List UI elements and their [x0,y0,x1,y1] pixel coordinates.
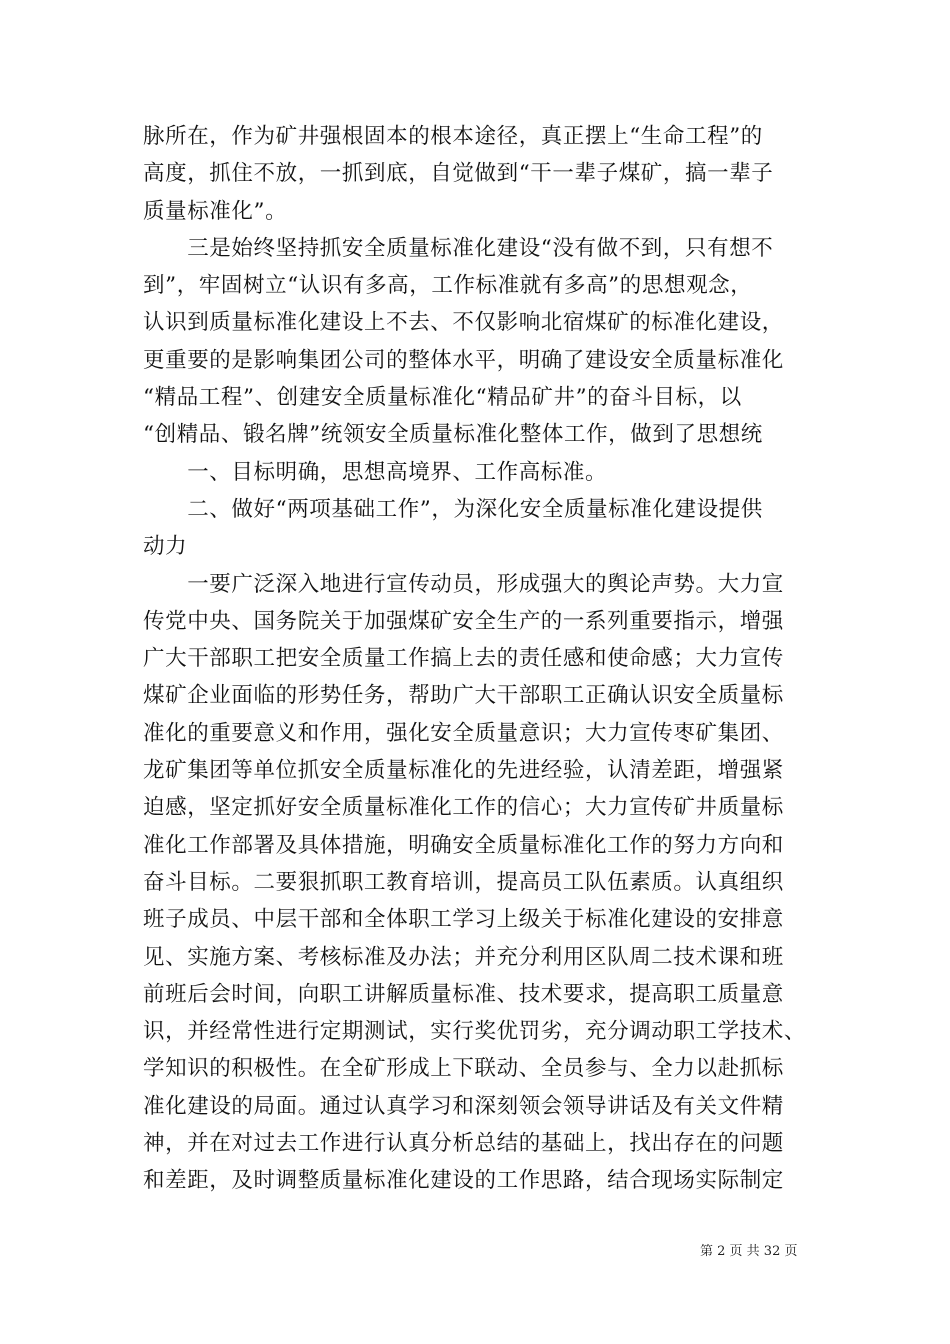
text-line: “精品工程”、创建安全质量标准化“精品矿井”的奋斗目标，以 [143,385,742,411]
text-line: 一、目标明确，思想高境界、工作高标准。 [143,459,608,485]
text-line: 三是始终坚持抓安全质量标准化建设“没有做不到，只有想不 [143,235,774,261]
text-line: 识，并经常性进行定期测试，实行奖优罚劣，充分调动职工学技术、 [143,1019,807,1045]
text-line: 二、做好“两项基础工作”，为深化安全质量标准化建设提供 [143,496,763,522]
text-line: 学知识的积极性。在全矿形成上下联动、全员参与、全力以赴抓标 [143,1056,784,1082]
text-line: 质量标准化”。 [143,198,288,224]
text-line: 广大干部职工把安全质量工作搞上去的责任感和使命感；大力宣传 [143,646,784,672]
text-line: 煤矿企业面临的形势任务，帮助广大干部职工正确认识安全质量标 [143,683,784,709]
text-line: 前班后会时间，向职工讲解质量标准、技术要求，提高职工质量意 [143,981,784,1007]
body-text [143,118,815,1200]
text-line: 传党中央、国务院关于加强煤矿安全生产的一系列重要指示，增强 [143,608,784,634]
text-line: 准化工作部署及具体措施，明确安全质量标准化工作的努力方向和 [143,832,784,858]
text-line: 龙矿集团等单位抓安全质量标准化的先进经验，认清差距，增强紧 [143,758,784,784]
text-line: 准化建设的局面。通过认真学习和深刻领会领导讲话及有关文件精 [143,1093,784,1119]
text-line: “创精品、锻名牌”统领安全质量标准化整体工作，做到了思想统 [143,422,763,448]
text-line: 高度，抓住不放，一抓到底，自觉做到“干一辈子煤矿，搞一辈子 [143,161,774,187]
text-line: 见、实施方案、考核标准及办法；并充分利用区队周二技术课和班 [143,944,784,970]
page-number-footer: 第 2 页 共 32 页 [700,1244,798,1259]
text-line: 到”，牢固树立“认识有多高，工作标准就有多高”的思想观念， [143,273,753,299]
text-line: 准化的重要意义和作用，强化安全质量意识；大力宣传枣矿集团、 [143,720,784,746]
text-line: 奋斗目标。二要狠抓职工教育培训，提高员工队伍素质。认真组织 [143,869,784,895]
text-line: 动力 [143,534,188,560]
text-line: 和差距，及时调整质量标准化建设的工作思路，结合现场实际制定 [143,1168,784,1194]
text-line: 更重要的是影响集团公司的整体水平，明确了建设安全质量标准化 [143,347,784,373]
text-line: 神，并在对过去工作进行认真分析总结的基础上，找出存在的问题 [143,1131,784,1157]
text-line: 脉所在，作为矿井强根固本的根本途径，真正摆上“生命工程”的 [143,124,763,149]
text-line: 认识到质量标准化建设上不去、不仅影响北宿煤矿的标准化建设， [143,310,784,336]
text-line: 迫感，坚定抓好安全质量标准化工作的信心；大力宣传矿井质量标 [143,795,784,821]
text-line: 班子成员、中层干部和全体职工学习上级关于标准化建设的安排意 [143,907,784,933]
text-line: 一要广泛深入地进行宣传动员，形成强大的舆论声势。大力宣 [143,571,784,597]
